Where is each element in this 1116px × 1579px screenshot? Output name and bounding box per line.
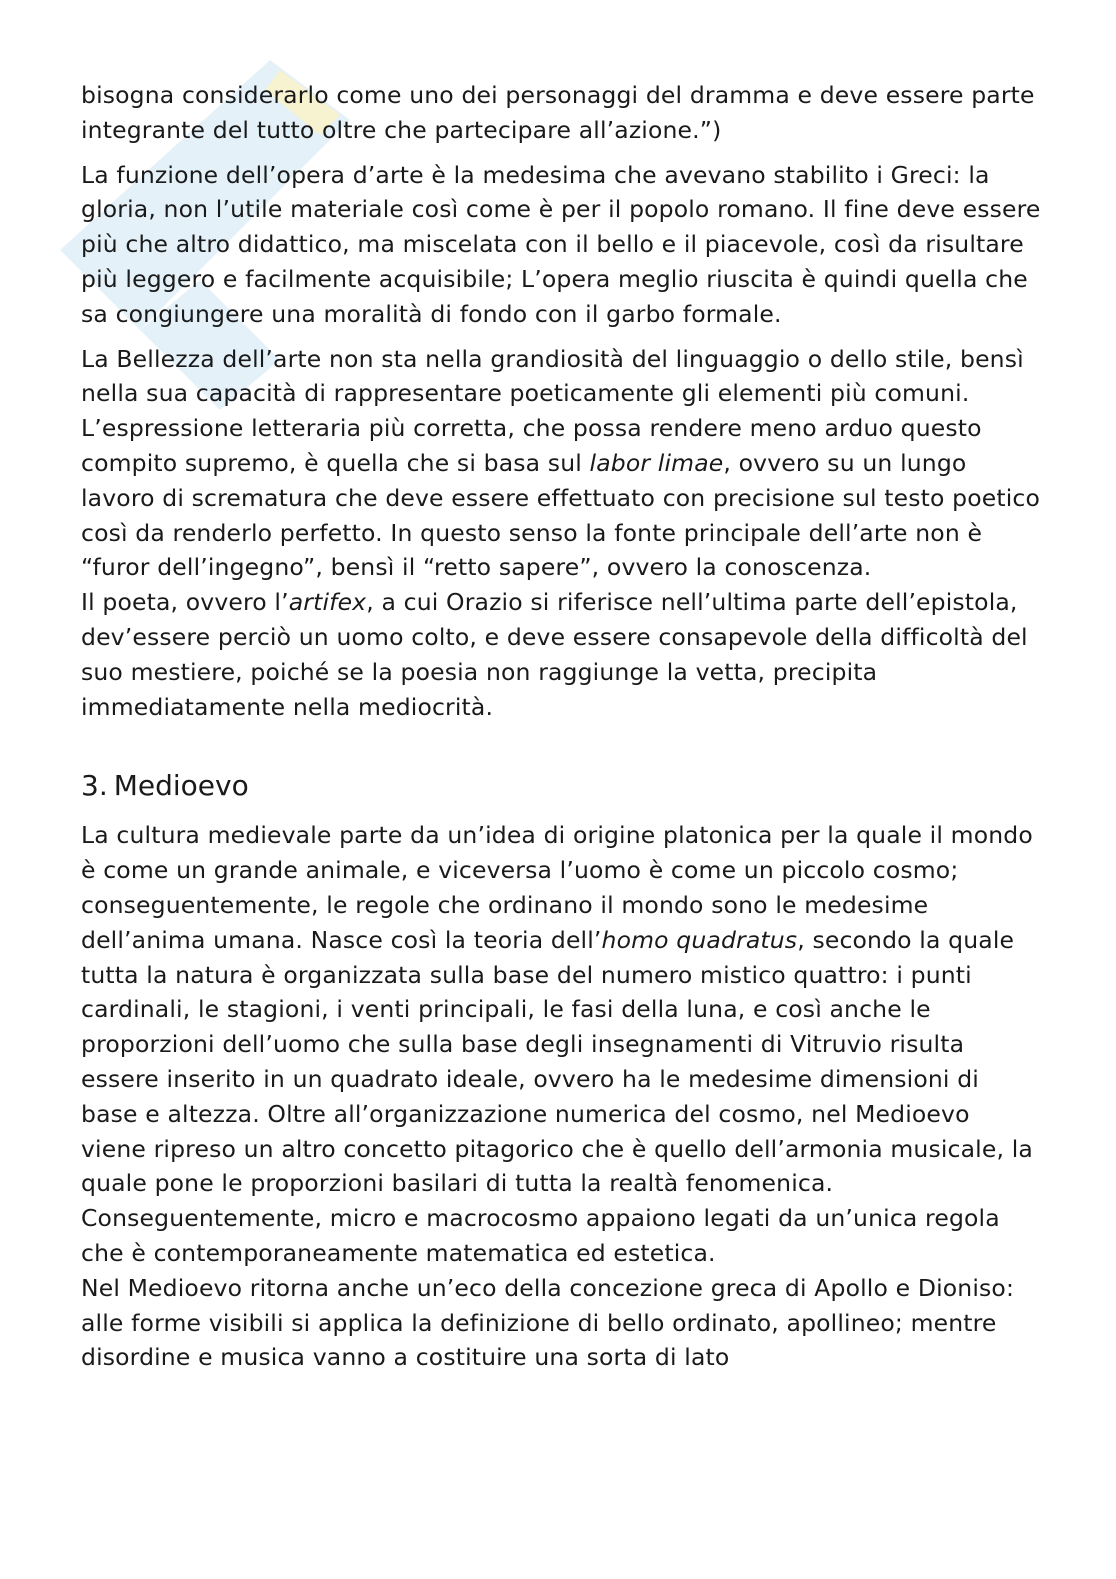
paragraph-6: Conseguentemente, micro e macrocosmo appaiono legati da un’unica regola che è contemporaneamente matematica ed estetica. <box>81 1204 1000 1267</box>
paragraph-7: Nel Medioevo ritorna anche un’eco della concezione greca di Apollo e Dioniso: alle forme visibili si applica la definizione di bello ordinato, apollineo; mentre disordine e musica vanno a costituire una sorta di lato <box>81 1273 1015 1372</box>
paragraph-4-text-2: , a cui Orazio si riferisce nell’ultima parte dell’epistola, dev’essere perciò un uomo colto, e deve essere consapevole della difficoltà del suo mestiere, poiché se la poesia non raggiunge la vetta, precipita immediatamente nella mediocrità. <box>81 588 1028 721</box>
paragraph-4-italic-term: artifex <box>288 588 367 617</box>
paragraph-4 <box>81 585 1041 724</box>
paragraph-5-text-2: , secondo la quale tutta la natura è organizzata sulla base del numero mistico quattro: i punti cardinali, le stagioni, i venti principali, le fasi della luna, e così anche le proporzioni dell’uomo che sulla base degli insegnamenti di Vitruvio risulta essere inserito in un quadrato ideale, ovvero ha le medesime dimensioni di base e altezza. Oltre all’organizzazione numerica del cosmo, nel Medioevo viene ripreso un altro concetto pitagorico che è quello dell’armonia musicale, la quale pone le proporzioni basilari di tutta la realtà fenomenica. <box>81 925 1033 1198</box>
section-number: 3. <box>81 769 108 803</box>
paragraph-5 <box>81 818 1041 1201</box>
paragraph-5-italic-term: homo quadratus <box>601 925 798 954</box>
paragraph-3-italic-term: labor limae <box>589 448 724 477</box>
section-heading <box>81 768 1041 804</box>
paragraph-3-text-2: , ovvero su un lungo lavoro di scrematura che deve essere effettuato con precisione sul testo poetico così da renderlo perfetto. In questo senso la fonte principale dell’arte non è “furor dell’ingegno”, bensì il “retto sapere”, ovvero la conoscenza. <box>81 448 1041 582</box>
paragraph-3 <box>81 342 1041 586</box>
paragraph-4-text-1: Il poeta, ovvero l’ <box>81 588 289 617</box>
document-page <box>81 78 1041 1375</box>
paragraph-3-text-1: La Bellezza dell’arte non sta nella grandiosità del linguaggio o dello stile, bensì nella sua capacità di rappresentare poeticamente gli elementi più comuni. L’espressione letteraria più corretta, che possa rendere meno arduo questo compito supremo, è quella che si basa sul <box>81 344 1024 477</box>
paragraph-2: La funzione dell’opera d’arte è la medesima che avevano stabilito i Greci: la gloria, non l’utile materiale così come è per il popolo romano. Il fine deve essere più che altro didattico, ma miscelata con il bello e il piacevole, così da risultare più leggero e facilmente acquisibile; L’opera meglio riuscita è quindi quella che sa congiungere una moralità di fondo con il garbo formale. <box>81 160 1041 328</box>
paragraph-1: bisogna considerarlo come uno dei personaggi del dramma e deve essere parte integrante del tutto oltre che partecipare all’azione.”) <box>81 81 1035 144</box>
paragraph-5-text-1: La cultura medievale parte da un’idea di origine platonica per la quale il mondo è come un grande animale, e viceversa l’uomo è come un piccolo cosmo; conseguentemente, le regole che ordinano il mondo sono le medesime dell’anima umana. Nasce così la teoria dell’ <box>81 821 1033 954</box>
section-title: Medioevo <box>113 769 249 803</box>
